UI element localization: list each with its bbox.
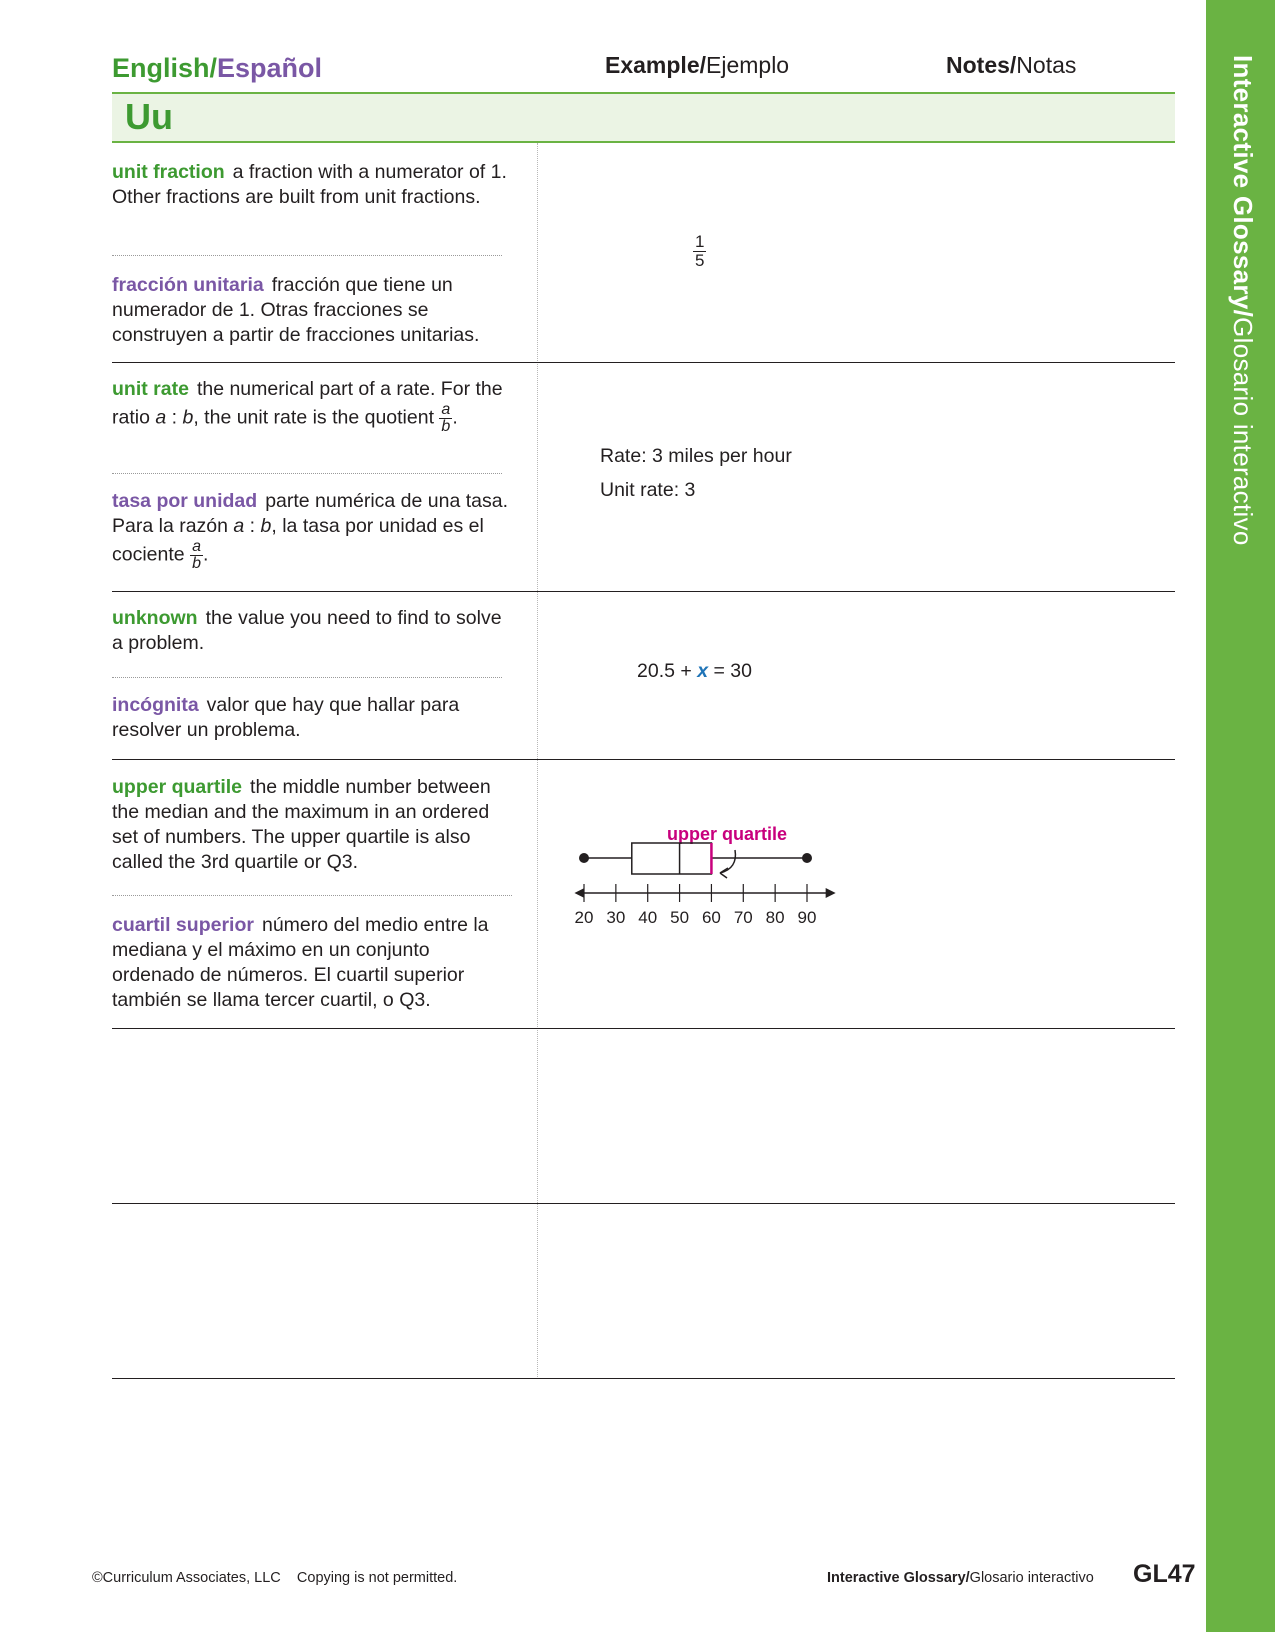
pointer-arrow <box>720 850 735 873</box>
axis-tick-label: 20 <box>574 908 594 927</box>
definition-cuartil-superior: cuartil superior número del medio entre la mediana y el máximo en un conjunto ordenado de números. El cuartil superior también se llama tercer cuartil, o Q3. <box>112 914 489 1011</box>
row-divider <box>112 759 1175 760</box>
axis-tick-label: 40 <box>638 908 658 927</box>
axis-arrow-right <box>826 888 836 898</box>
interquartile-box <box>632 843 712 874</box>
chart-title-upper-quartile: upper quartile <box>666 824 788 844</box>
page-number: GL47 <box>1133 1560 1196 1588</box>
axis-arrow-left <box>574 888 584 898</box>
row-divider <box>112 1028 1175 1029</box>
pointer-arrowhead <box>720 868 728 878</box>
example-equation: 20.5 + x = 30 <box>637 660 752 682</box>
minimum-point <box>579 853 589 863</box>
fraction-a-over-b: $\frac{a}{b}$ <box>192 538 201 572</box>
maximum-point <box>802 853 812 863</box>
axis-tick-label: 30 <box>606 908 626 927</box>
header-example: Example/Ejemplo <box>605 52 790 78</box>
axis-tick-label: 60 <box>701 908 721 927</box>
fraction-a-over-b: $\frac{a}{b}$ <box>441 401 451 435</box>
example-rate: Rate: 3 miles per hour <box>600 445 792 467</box>
header-english-espanol: English/Español <box>112 53 323 83</box>
axis-tick-label: 70 <box>733 908 753 927</box>
definition-incognita: incógnita valor que hay que hallar para resolver un problema. <box>112 694 460 741</box>
row-divider <box>112 591 1175 592</box>
axis-tick-label: 50 <box>670 908 690 927</box>
axis-tick-label: 80 <box>765 908 785 927</box>
example-unit-fraction: $\frac{1}{5}$ <box>695 232 705 270</box>
definition-unknown: unknown the value you need to find to solve a problem. <box>112 607 502 654</box>
header-notes: Notes/Notas <box>946 52 1077 78</box>
dotted-separator <box>112 255 502 256</box>
section-letter: Uu <box>125 96 173 137</box>
side-tab-title: Interactive Glossary/Glosario interactivo <box>1228 55 1258 546</box>
axis-tick-label: 90 <box>797 908 817 927</box>
definition-unit-rate: unit rate the numerical part of a rate. For the ratio a : b, the unit rate is the quotient $\frac{a}{b}$ . <box>112 378 503 435</box>
example-unit-rate: Unit rate: 3 <box>600 479 696 501</box>
box-plot-chart <box>540 800 860 970</box>
footer-glossary: Interactive Glossary/Glosario interactivo <box>827 1570 1094 1586</box>
section-band <box>112 92 1175 143</box>
definition-upper-quartile: upper quartile the middle number between the median and the maximum in an ordered set of numbers. The upper quartile is also called the 3rd quartile or Q3. <box>112 776 491 873</box>
dotted-separator <box>112 895 512 896</box>
footer-copyright: ©Curriculum Associates, LLC Copying is not permitted. <box>92 1570 458 1586</box>
definition-tasa-por-unidad: tasa por unidad parte numérica de una tasa. Para la razón a : b, la tasa por unidad es el cociente $\frac{a}{b}$ . <box>112 490 509 572</box>
dotted-separator <box>112 473 502 474</box>
definition-unit-fraction: unit fraction a fraction with a numerator of 1. Other fractions are built from unit fractions. <box>112 161 507 208</box>
row-divider <box>112 1203 1175 1204</box>
column-divider <box>537 143 538 1379</box>
row-divider <box>112 1378 1175 1379</box>
dotted-separator <box>112 677 502 678</box>
row-divider <box>112 362 1175 363</box>
definition-fraccion-unitaria: fracción unitaria fracción que tiene un numerador de 1. Otras fracciones se construyen a partir de fracciones unitarias. <box>112 274 480 346</box>
